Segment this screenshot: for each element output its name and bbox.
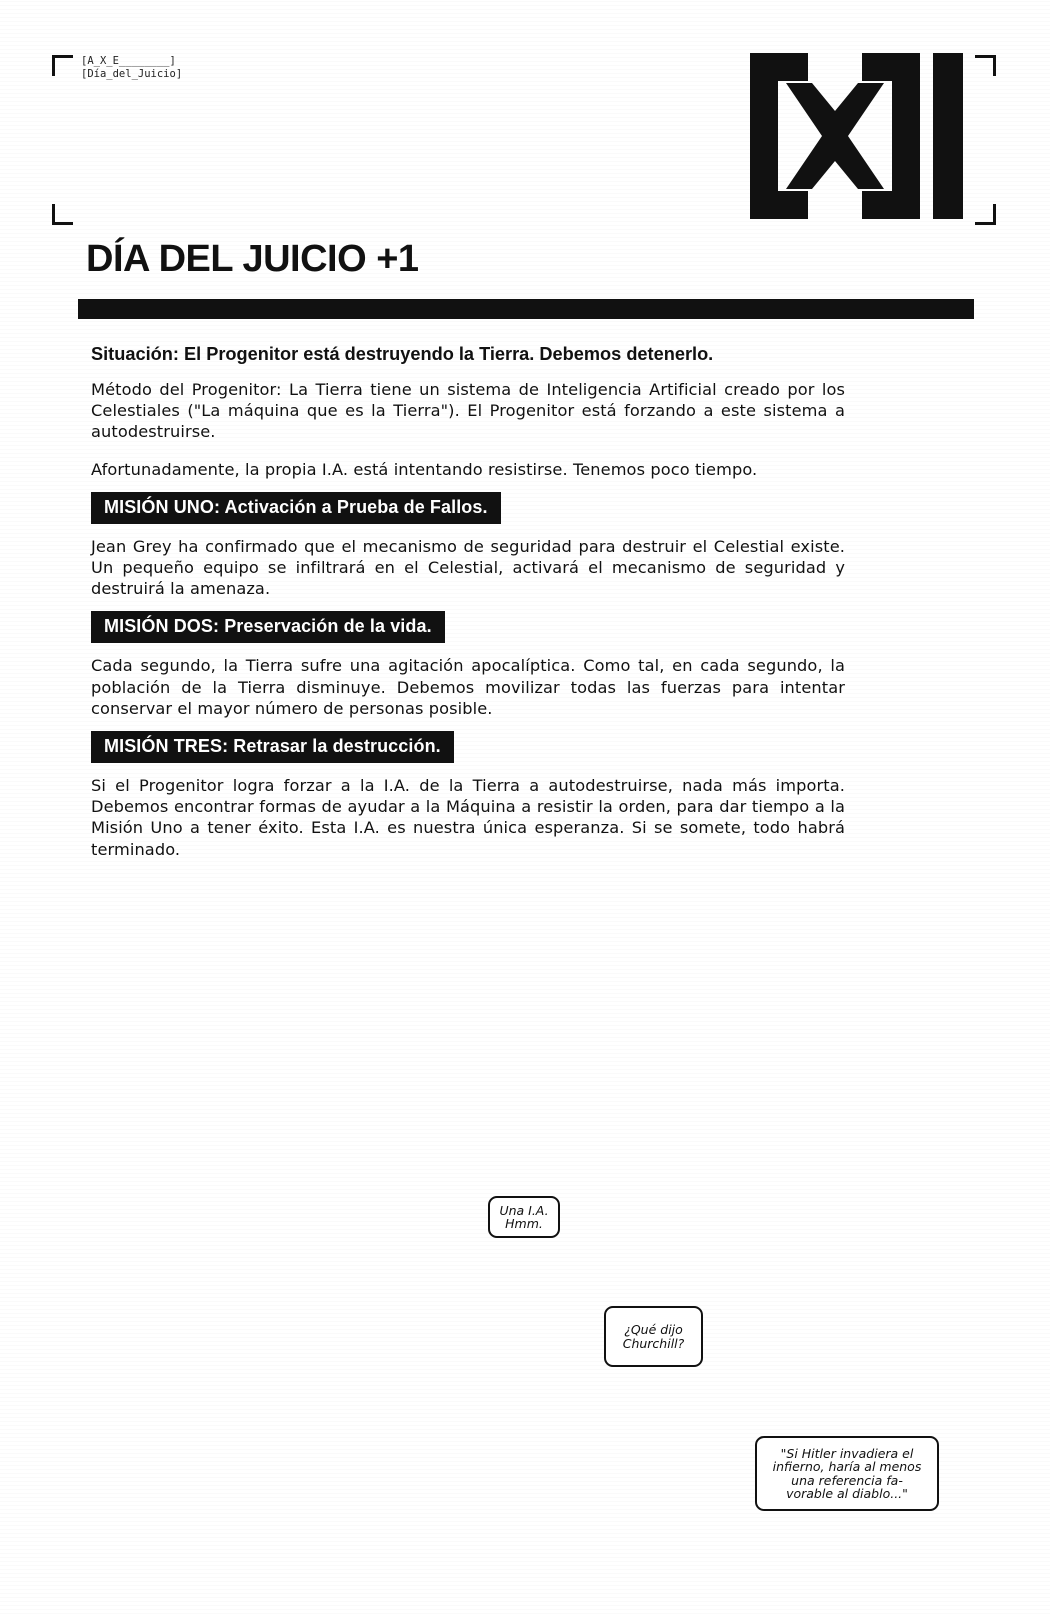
speech-bubble-churchill — [604, 1306, 703, 1367]
axe-x-logo-icon — [750, 53, 970, 223]
corner-bracket-bottom-left — [52, 204, 73, 225]
doc-tag-line2: [Día_del_Juicio] — [81, 68, 183, 80]
corner-bracket-top-right — [975, 55, 996, 76]
bubble-line: Una I.A. — [499, 1202, 549, 1218]
briefing-content — [91, 344, 845, 876]
bubble-line: vorable al diablo..." — [786, 1486, 908, 1501]
fortunately-paragraph: Afortunadamente, la propia I.A. está intentando resistirse. Tenemos poco tiempo. — [91, 459, 758, 479]
mission-two-text: Cada segundo, la Tierra sufre una agitación apocalíptica. Como tal, en cada segundo, la población de la Tierra disminuye. Debemos movilizar todas las fuerzas para intentar conservar el mayor número de personas posible. — [91, 656, 845, 718]
speech-bubble-quote — [755, 1436, 939, 1511]
bubble-line: ¿Qué dijo — [624, 1322, 683, 1337]
corner-bracket-bottom-right — [975, 204, 996, 225]
bubble-line: "Si Hitler invadiera el — [780, 1445, 914, 1461]
mission-one-heading: MISIÓN UNO: Activación a Prueba de Fallos. — [91, 492, 501, 524]
doc-tag-line1: [A_X_E________] — [81, 55, 176, 67]
mission-one-text: Jean Grey ha confirmado que el mecanismo de seguridad para destruir el Celestial existe. Un pequeño equipo se infiltrará en el Celestial, activará el mecanismo de seguridad y destruirá la amenaza. — [91, 536, 845, 599]
mission-three-text: Si el Progenitor logra forzar a la I.A. de la Tierra a autodestruirse, nada más importa. Debemos encontrar formas de ayudar a la Máquina a resistir la orden, para dar tiempo a la Misión Uno a tener éxito. Esta I.A. es nuestra única esperanza. Si se somete, todo habrá terminado. — [91, 776, 845, 859]
situation-statement: Situación: El Progenitor está destruyendo la Tierra. Debemos detenerlo. — [91, 344, 714, 364]
mission-two-heading: MISIÓN DOS: Preservación de la vida. — [91, 611, 445, 643]
doc-tag — [81, 55, 182, 81]
speech-bubble-una-ia — [488, 1196, 560, 1238]
bubble-line: Churchill? — [622, 1335, 685, 1351]
page-title: DÍA DEL JUICIO +1 — [86, 238, 419, 280]
method-paragraph: Método del Progenitor: La Tierra tiene un sistema de Inteligencia Artificial creado por los Celestiales ("La máquina que es la Tierra"). El Progenitor está forzando a este sistema a autodestruirse. — [91, 380, 845, 442]
bubble-line: una referencia fa- — [791, 1472, 903, 1488]
bubble-line: infierno, haría al menos — [772, 1459, 922, 1474]
corner-bracket-top-left — [52, 55, 73, 76]
bubble-line: Hmm. — [505, 1216, 543, 1231]
mission-three-heading: MISIÓN TRES: Retrasar la destrucción. — [91, 731, 454, 763]
title-rule — [78, 299, 974, 319]
